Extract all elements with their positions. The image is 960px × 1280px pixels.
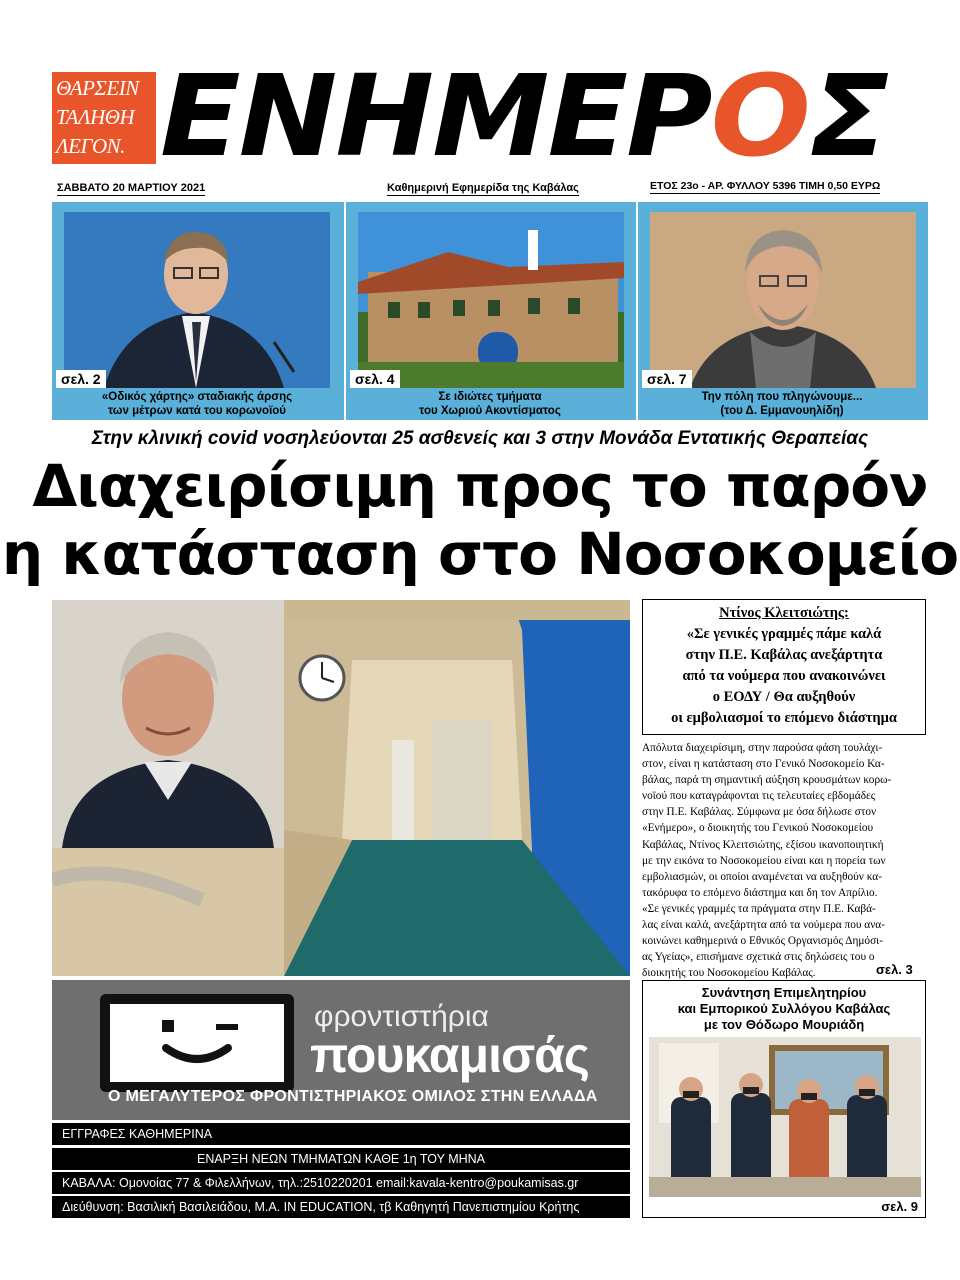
teaser-caption [638,390,926,418]
headline-line: Διαχειρίσιμη προς το παρόν [32,452,928,520]
quote-line: από τα νούμερα που ανακοινώνει [682,668,886,684]
wink-logo [100,994,294,1092]
tagline: Καθημερινή Εφημερίδα της Καβάλας [387,182,579,194]
meeting-title-line: και Εμπορικού Συλλόγου Καβάλας [677,1001,891,1016]
motto-line: ΘΑΡΣΕΙΝ [56,76,139,100]
teaser-photo-speaker [64,212,330,388]
quote-speaker: Ντίνος Κλειτσιώτης: [719,605,849,621]
headline-line: η κατάσταση στο Νοσοκομείο [1,520,959,588]
teaser-page-ref: σελ. 7 [642,370,692,388]
teaser-photo-columnist [650,212,916,388]
article-line: με την εικόνα το Νοσοκομείου είναι και η πορεία των [642,854,886,867]
meeting-title [643,985,925,1033]
teaser-photo-village [358,212,624,388]
meeting-photo [649,1037,921,1197]
teaser-card[interactable] [344,202,634,420]
teaser-caption [52,390,342,418]
article-line: «Ενήμερο», ο διοικητής του Γενικού Νοσοκομείου [642,822,874,835]
title-part: ΕΝΗΜΕΡ [160,50,711,182]
meeting-title-line: Συνάντηση Επιμελητηρίου [701,985,867,1000]
caption-line: (του Δ. Εμμανουηλίδη) [720,405,844,417]
newspaper-title [160,50,930,182]
ad-director-row: Διεύθυνση: Βασιλική Βασιλειάδου, Μ.Α. IN EDUCATION, τβ Καθηγητή Πανεπιστημίου Κρήτης [52,1196,630,1218]
motto-line: ΤΑΛΗΘΗ [56,105,135,129]
title-part: Σ [808,50,888,182]
caption-line: του Χωριού Ακοντίσματος [419,405,561,417]
quote-box [642,599,926,735]
quote-line: οι εμβολιασμοί το επόμενο διάστημα [671,710,897,726]
article-line: ας Υγείας», επισήμανε σχετικά στις δηλώσεις του ο [642,951,875,964]
article-line: στον, είναι η κατάσταση στο Γενικό Νοσοκομείο Κα- [642,758,885,771]
lead-article-body [642,740,926,981]
article-line: κοινώνει καθημερινά ο Εθνικός Οργανισμός Δημόσι- [642,935,883,948]
article-line: Καβάλας, Ντίνος Κλειτσιώτης, εξίσου ικανοποιητική [642,838,884,851]
ad-brand-name: πουκαμισάς [310,1027,589,1083]
lead-kicker: Στην κλινική covid νοσηλεύονται 25 ασθενείς και 3 στην Μονάδα Εντατικής Θεραπείας [91,428,869,449]
ad-info-row: ΕΝΑΡΞΗ ΝΕΩΝ ΤΜΗΜΑΤΩΝ ΚΑΘΕ 1η ΤΟΥ ΜΗΝΑ [52,1148,630,1170]
article-line: διοικητής του Νοσοκομείου Καβάλας. [642,967,816,980]
issue-number-price: ΕΤΟΣ 23ο - ΑΡ. ΦΥΛΛΟΥ 5396 ΤΙΜΗ 0,50 ΕΥΡΩ [650,180,881,192]
article-line: τακόρυφα το επόμενο διάστημα και δη τον Απρίλιο. [642,886,878,899]
meeting-title-line: με τον Θόδωρο Μουριάδη [703,1017,865,1032]
article-line: βάλας, παρά τη σημαντική αύξηση κρουσμάτων κορω- [642,774,892,787]
motto-line: ΛΕΓΟΝ. [56,134,125,158]
teaser-card[interactable] [52,202,342,420]
article-line: στην Π.Ε. Καβάλας. Σύμφωνα με όσα δήλωσε στον [642,806,877,819]
article-line: Απόλυτα διαχειρίσιμη, στην παρούσα φάση τουλάχι- [642,742,883,754]
article-line: «Σε γενικές γραμμές τα πράγματα στην Π.Ε. Καβά- [642,902,876,915]
quote-line: «Σε γενικές γραμμές πάμε καλά [686,626,882,642]
title-accent-letter: Ο [710,50,809,182]
ad-brand-line: φροντιστήρια [314,1000,489,1033]
teaser-card[interactable] [636,202,926,420]
masthead-motto [52,72,156,164]
issue-date: ΣΑΒΒΑΤΟ 20 ΜΑΡΤΙΟΥ 2021 [57,182,206,194]
ad-contact-row[interactable]: ΚΑΒΑΛΑ: Ομονοίας 77 & Φιλελλήνων, τηλ.:2510220201 email:kavala-kentro@poukamisas.gr [52,1172,630,1194]
article-page-ref[interactable]: σελ. 3 [876,962,913,977]
meeting-story-box[interactable] [642,980,926,1218]
teaser-page-ref: σελ. 4 [350,370,400,388]
caption-line: «Οδικός χάρτης» σταδιακής άρσης [101,391,293,403]
teaser-caption [346,390,634,418]
meeting-page-ref: σελ. 9 [878,1199,921,1214]
teaser-strip [52,202,928,420]
article-line: εμβολιασμών, οι οποίοι αναμένεται να αυξηθούν κα- [642,870,882,883]
issue-info-bar [55,180,925,198]
hospital-director-photo [52,600,284,848]
quote-line: ο ΕΟΔΥ / Θα αυξηθούν [712,689,856,705]
ad-slogan: Ο ΜΕΓΑΛΥΤΕΡΟΣ ΦΡΟΝΤΙΣΤΗΡΙΑΚΟΣ ΟΜΙΛΟΣ ΣΤΗΝ ΕΛΛΑΔΑ [108,1088,598,1105]
quote-line: στην Π.Ε. Καβάλας ανεξάρτητα [685,647,883,663]
tutoring-advertisement[interactable] [52,980,630,1120]
lead-headline [0,452,960,588]
article-line: λας είναι καλά, ανεξάρτητα από τα νούμερα που ανα- [642,919,885,932]
ad-info-row: ΕΓΓΡΑΦΕΣ ΚΑΘΗΜΕΡΙΝΑ [52,1123,630,1145]
caption-line: των μέτρων κατά του κορωνοϊού [107,405,286,417]
article-line: νοϊού που καταγράφονται τις τελευταίες εβδομάδες [642,790,876,803]
caption-line: Σε ιδιώτες τμήματα [438,391,542,403]
teaser-page-ref: σελ. 2 [56,370,106,388]
caption-line: Την πόλη που πληγώνουμε... [701,391,863,403]
